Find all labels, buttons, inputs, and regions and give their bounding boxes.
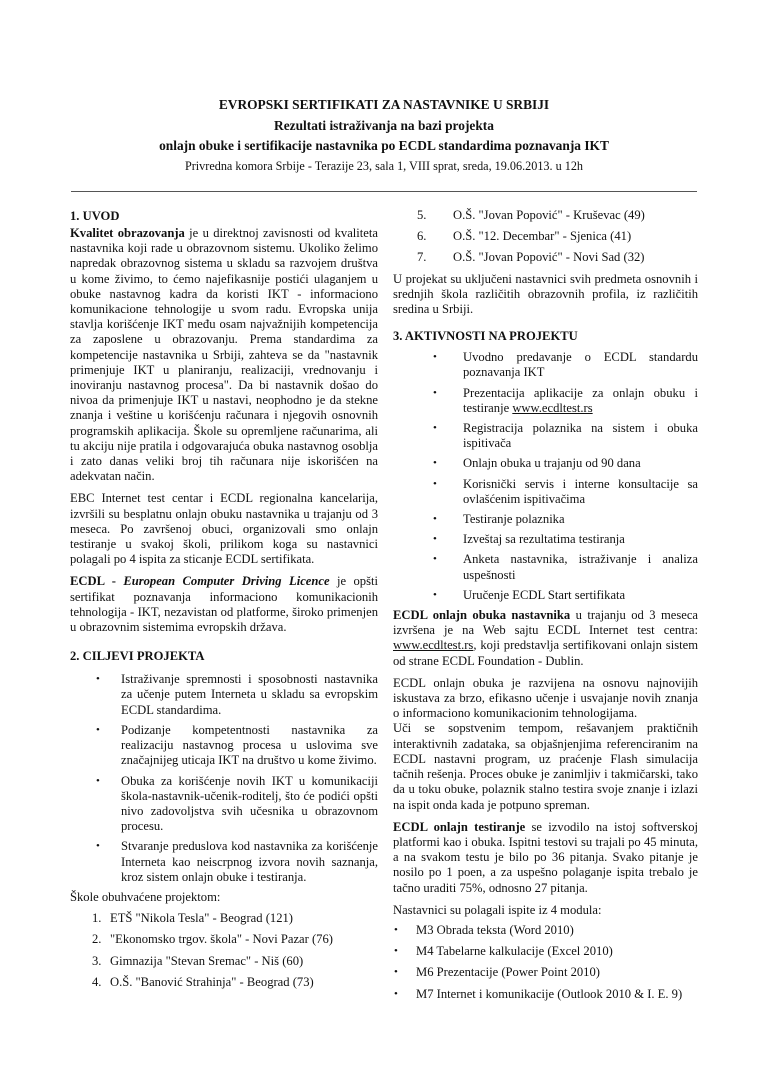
learning-pace-paragraph: Uči se sopstvenim tempom, rešavanjem praktičnih interaktivnih zadataka, sa objašnjenjima referenciranim na ECDL nastavni program, uz praćenje Flash simulacija tačnih rešenja. Proces obuke je zanimljiv i takmičarski, tako da u toku obuke, polaznik stalno testira svoje znanje i izlazi na ispit onda kada je potpuno spreman. [393, 721, 698, 812]
bullet-icon: • [96, 840, 100, 853]
online-testing-paragraph: ECDL onlajn testiranje se izvodilo na istoj softverskoj platformi kao i obuka. Ispitni testovi su trajali po 45 minuta, a na svakom testu je bilo po 36 pitanja. Svako pitanje je nosilo po 1 poen, a za uspešno polaganje ispita trebalo je tačno uraditi 75%, odnosno 27 pitanja. [393, 819, 699, 895]
document-subtitle-2: onlajn obuke i sertifikacije nastavnika po ECDL standardima poznavanja IKT [159, 138, 609, 153]
participants-paragraph: U projekat su uključeni nastavnici svih predmeta osnovnih i srednjih škola različitih obrazovnih profila, iz različitih sredina u Srbiji. [393, 271, 698, 317]
bullet-icon: • [96, 774, 100, 787]
bullet-icon: • [394, 966, 398, 979]
bullet-icon: • [433, 553, 437, 566]
list-item: • M7 Internet i komunikacije (Outlook 2010 & I. E. 9) [394, 986, 683, 1001]
list-item: • Izveštaj sa rezultatima testiranja [433, 532, 625, 547]
activities-list [393, 350, 698, 603]
goals-list [70, 672, 378, 885]
list-item: • Podizanje kompetentnosti nastavnika za realizaciju nastavnog procesa u uslovima sve značajnijeg uticaja IKT na društvo u kome živimo. [96, 722, 378, 768]
intro-paragraph [70, 226, 378, 484]
schools-label: Škole obuhvaćene projektom: [70, 889, 221, 904]
list-item: • Prezentacija aplikacije za onlajn obuku i testiranje www.ecdltest.rs [433, 385, 698, 415]
left-column [70, 208, 378, 996]
training-basis-paragraph: ECDL onlajn obuka je razvijena na osnovu najnovijih iskustava za brzo, efikasno učenje i usvajanje novih znanja o informaciono komunikacionim tehnologijama. [393, 675, 698, 721]
list-item: 5. O.Š. "Jovan Popović" - Kruševac (49) [417, 208, 645, 222]
list-item: • Testiranje polaznika [433, 512, 565, 527]
list-item: 4. O.Š. "Banović Strahinja" - Beograd (73) [92, 974, 314, 989]
online-testing-lead: ECDL onlajn testiranje [393, 819, 526, 834]
online-training-lead: ECDL onlajn obuka nastavnika [393, 608, 571, 623]
event-meta: Privredna komora Srbije - Terazije 23, sala 1, VIII sprat, sreda, 19.06.2013. u 12h [184, 159, 584, 173]
ecdl-definition-text: je opšti sertifikat poznavanja informaciono komunikacionih tehnologija - IKT, nezavistan od platforme, široko primenjen u obrazovnim sistemima evropskih država. [70, 574, 378, 635]
document-title: EVROPSKI SERTIFIKATI ZA NASTAVNIKE U SRBIJI [218, 97, 550, 112]
section-heading-ciljevi: 2. CILJEVI PROJEKTA [70, 649, 205, 664]
document-subtitle-1: Rezultati istraživanja na bazi projekta [274, 118, 494, 133]
bullet-icon: • [96, 723, 100, 736]
bullet-icon: • [96, 673, 100, 686]
list-item: • Registracija polaznika na sistem i obuka ispitivača [433, 421, 698, 451]
bullet-icon: • [433, 386, 437, 399]
modules-list [393, 923, 698, 1002]
list-item: 1. ETŠ "Nikola Tesla" - Beograd (121) [92, 911, 293, 926]
bullet-icon: • [433, 513, 437, 526]
bullet-icon: • [433, 422, 437, 435]
modules-label: Nastavnici su polagali ispite iz 4 modula: [393, 902, 602, 917]
ecdl-lead: ECDL - [70, 574, 124, 589]
bullet-icon: • [433, 351, 437, 364]
list-item: • M3 Obrada teksta (Word 2010) [394, 922, 574, 937]
bullet-icon: • [433, 457, 437, 470]
online-training-paragraph: ECDL onlajn obuka nastavnika u trajanju od 3 meseca izvršena je na Web sajtu ECDL Internet test centra: www.ecdltest.rs, koji predstavlja sertifikovani onlajn sistem od strane ECDL Foundation - Dublin. [393, 608, 699, 668]
ecdl-definition-paragraph [70, 574, 378, 635]
list-item: • Uručenje ECDL Start sertifikata [433, 587, 626, 602]
ecdltest-site-link[interactable]: www.ecdltest.rs [393, 638, 474, 653]
bullet-icon: • [394, 923, 398, 936]
ebc-paragraph: EBC Internet test centar i ECDL regionalna kancelarija, izvršili su besplatnu onlajn obuku nastavnika u trajanju od 3 meseca. Po završenoj obuci, organizovali smo onlajn testiranje u svakoj školi, prilikom koga su nastavnici polagali po 4 ispita za sticanje ECDL sertifikata. [70, 491, 378, 567]
schools-list-part-2 [393, 208, 698, 266]
list-item: • Stvaranje preduslova kod nastavnika za korišćenje Interneta kao neiscrpnog izvora novih saznanja, kroz sistem onlajn obuke i testiranja. [96, 839, 378, 884]
ecdl-fullname: European Computer Driving Licence [123, 574, 330, 589]
list-item: • Korisnički servis i interne konsultacije sa ovlašćenim ispitivačima [433, 476, 698, 506]
bullet-icon: • [433, 533, 437, 546]
bullet-icon: • [394, 945, 398, 958]
list-item: • Istraživanje spremnosti i sposobnosti nastavnika za učenje putem Interneta u skladu sa evropskim ECDL standardima. [96, 672, 378, 717]
list-item: 6. O.Š. "12. Decembar" - Sjenica (41) [417, 229, 632, 244]
schools-list-part-1 [70, 911, 378, 990]
header-divider [71, 191, 697, 192]
section-heading-aktivnosti: 3. AKTIVNOSTI NA PROJEKTU [393, 329, 578, 344]
list-item: 3. Gimnazija "Stevan Sremac" - Niš (60) [92, 953, 304, 968]
bullet-icon: • [394, 987, 398, 1000]
list-item: • M6 Prezentacije (Power Point 2010) [394, 965, 600, 980]
intro-text: je u direktnoj zavisnosti od kvaliteta nastavnika koji rade u obrazovnom sistemu. Ukoliko želimo napredak obrazovnog sistema u skladu sa razvojem društva u kome živimo, to ćemo najefikasnije postići ulaganjem u obuke nastavnog kadra da koristi IKT - informaciono komunikacione tehnologije u svom radu. Evropska unija stavlja korišćenje IKT među osam najvažnijih kompetencija za zaposlene u obrazovanju. Prema standardima za kompetencije nastavnika u Srbiji, zahteva se da "nastavnik primenjuje IKT u planiranju, realizaciji, vrednovanju i inoviranju nastavnog procesa". Da bi nastavnik došao do nivoa da primenjuje IKT u nastavi, neophodno je da stekne znanja i veštine u korišćenju računara i njegovih osnovnih programskih aplikacija. Škole su opremljene računarima, ali tu akciju nije pratila i odgovarajuća obuka nastavnog osoblja i zato danas veliki broj tih računara nije iskorišćen na adekvatan način. [70, 226, 378, 484]
right-column [393, 208, 698, 1008]
section-heading-uvod: 1. UVOD [70, 209, 120, 223]
bullet-icon: • [433, 588, 437, 601]
list-item: 7. O.Š. "Jovan Popović" - Novi Sad (32) [417, 250, 645, 265]
list-item: • Obuka za korišćenje novih IKT u komunikaciji škola-nastavnik-učenik-roditelj, što će podići opšti nivo zadovoljstva svih učesnika u obrazovnom procesu. [96, 773, 378, 834]
list-item: • Anketa nastavnika, istraživanje i analiza uspešnosti [433, 552, 698, 582]
ecdltest-link[interactable]: www.ecdltest.rs [512, 400, 593, 415]
list-item: • Onlajn obuka u trajanju od 90 dana [433, 456, 641, 471]
list-item: • M4 Tabelarne kalkulacije (Excel 2010) [394, 944, 613, 959]
intro-lead: Kvalitet obrazovanja [70, 226, 185, 240]
list-item: • Uvodno predavanje o ECDL standardu poznavanja IKT [433, 350, 698, 380]
list-item: 2. "Ekonomsko trgov. škola" - Novi Pazar (76) [92, 932, 333, 947]
bullet-icon: • [433, 477, 437, 490]
document-header [0, 96, 768, 175]
